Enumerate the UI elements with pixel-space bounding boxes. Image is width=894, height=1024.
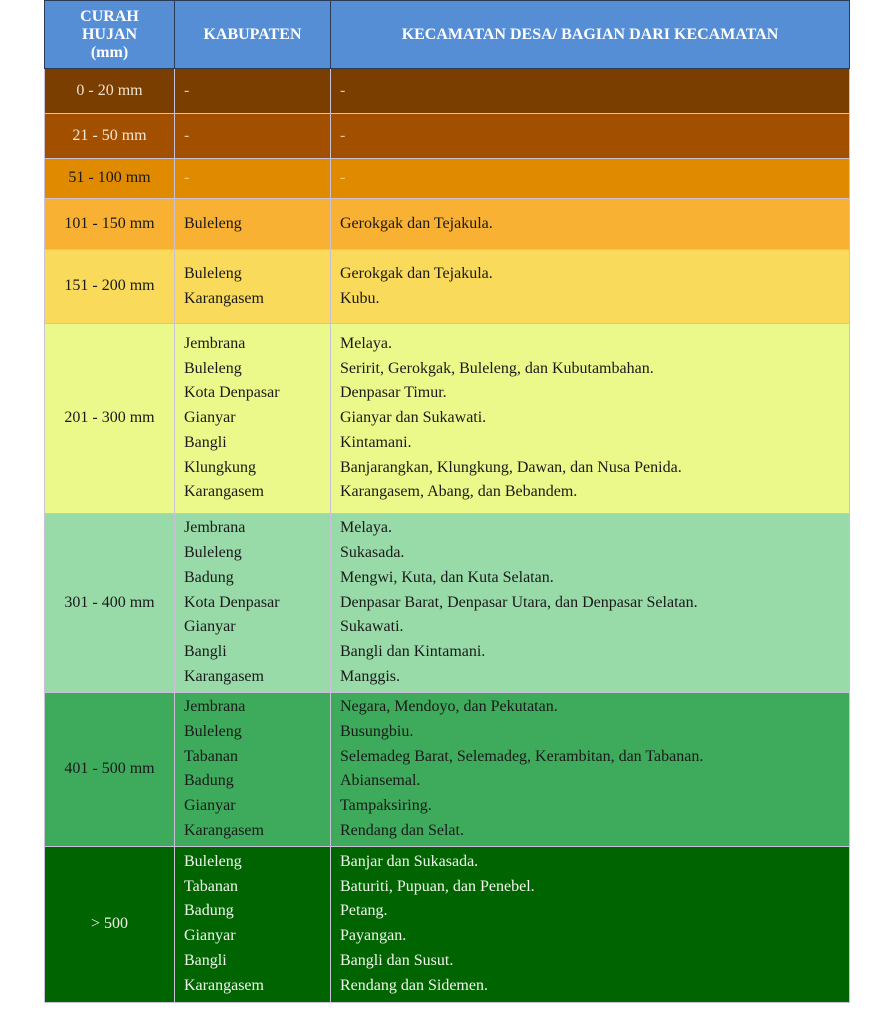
header-row — [45, 1, 850, 69]
table-row — [45, 159, 850, 199]
regency-name: Badung — [184, 902, 234, 920]
district-name: Rendang dan Sidemen. — [340, 976, 488, 994]
district-name: Gerokgak dan Tejakula. — [340, 214, 493, 232]
regency-cell — [175, 846, 331, 1002]
district-name: Sukasada. — [340, 544, 405, 561]
table-row — [45, 846, 850, 1002]
district-cell — [331, 693, 850, 847]
district-cell — [331, 159, 850, 199]
regency-name: Gianyar — [184, 797, 236, 815]
regency-name: Kota Denpasar — [184, 384, 280, 402]
regency-name: Karangasem — [184, 667, 264, 685]
district-name: Banjarangkan, Klungkung, Dawan, dan Nusa Penida. — [340, 458, 682, 476]
district-name: Manggis. — [340, 667, 400, 685]
district-name: Petang. — [340, 902, 388, 920]
regency-name: - — [184, 169, 190, 187]
regency-cell — [175, 250, 331, 324]
regency-name: Klungkung — [184, 458, 256, 476]
regency-name: Tabanan — [184, 747, 238, 765]
district-name: Gerokgak dan Tejakula. — [340, 264, 493, 282]
district-name: - — [340, 81, 346, 99]
regency-name: Buleleng — [184, 264, 242, 282]
regency-cell — [175, 199, 331, 250]
regency-name: Gianyar — [184, 927, 236, 945]
header-rainfall-line: HUJAN — [81, 25, 138, 43]
regency-name: - — [184, 81, 190, 99]
district-name: Bangli dan Susut. — [340, 952, 454, 970]
district-cell — [331, 114, 850, 159]
regency-name: Jembrana — [184, 334, 246, 352]
district-cell — [331, 846, 850, 1002]
district-name: Abiansemal. — [340, 772, 421, 790]
district-cell — [331, 514, 850, 693]
district-name: - — [340, 169, 346, 187]
regency-name: Gianyar — [184, 409, 236, 427]
district-name: Kubu. — [340, 289, 380, 307]
regency-name: Badung — [184, 772, 234, 790]
district-name: Selemadeg Barat, Selemadeg, Kerambitan, dan Tabanan. — [340, 747, 704, 765]
header-rainfall — [45, 1, 175, 69]
district-name: Sukawati. — [340, 618, 404, 636]
regency-cell — [175, 69, 331, 114]
regency-name: Buleleng — [184, 852, 242, 870]
district-cell — [331, 199, 850, 250]
rainfall-cell: 301 - 400 mm — [45, 514, 175, 693]
district-name: Rendang dan Selat. — [340, 821, 464, 839]
regency-name: - — [184, 126, 190, 144]
rainfall-cell: 201 - 300 mm — [45, 324, 175, 514]
regency-name: Jembrana — [184, 519, 246, 537]
regency-name: Kota Denpasar — [184, 593, 280, 611]
district-name: Baturiti, Pupuan, dan Penebel. — [340, 877, 535, 895]
regency-name: Bangli — [184, 952, 227, 970]
rainfall-cell: 151 - 200 mm — [45, 250, 175, 324]
district-name: Gianyar dan Sukawati. — [340, 409, 487, 427]
table-row — [45, 250, 850, 324]
regency-name: Karangasem — [184, 483, 264, 501]
district-name: Payangan. — [340, 927, 407, 945]
regency-name: Karangasem — [184, 976, 264, 994]
header-regency: KABUPATEN — [175, 1, 331, 69]
rainfall-cell: 51 - 100 mm — [45, 159, 175, 199]
regency-cell — [175, 693, 331, 847]
district-name: Denpasar Timur. — [340, 384, 447, 402]
district-name: Karangasem, Abang, dan Bebandem. — [340, 483, 578, 501]
district-name: Kintamani. — [340, 433, 412, 451]
regency-name: Tabanan — [184, 877, 238, 895]
header-rainfall-line: (mm) — [90, 43, 129, 61]
regency-cell — [175, 114, 331, 159]
district-name: Bangli dan Kintamani. — [340, 643, 486, 661]
regency-name: Buleleng — [184, 359, 242, 377]
district-name: Seririt, Gerokgak, Buleleng, dan Kubutambahan. — [340, 359, 654, 377]
regency-name: Jembrana — [184, 698, 246, 715]
district-cell — [331, 324, 850, 514]
district-cell — [331, 69, 850, 114]
table-row — [45, 199, 850, 250]
district-name: Negara, Mendoyo, dan Pekutatan. — [340, 698, 558, 715]
district-name: Busungbiu. — [340, 722, 414, 740]
rainfall-cell: 21 - 50 mm — [45, 114, 175, 159]
rainfall-table — [44, 0, 850, 1003]
rainfall-cell: > 500 — [45, 846, 175, 1002]
rainfall-cell: 101 - 150 mm — [45, 199, 175, 250]
regency-cell — [175, 324, 331, 514]
district-name: - — [340, 126, 346, 144]
regency-cell — [175, 159, 331, 199]
header-rainfall-line: CURAH — [80, 7, 139, 25]
regency-name: Buleleng — [184, 214, 242, 232]
regency-name: Karangasem — [184, 821, 264, 839]
regency-cell — [175, 514, 331, 693]
regency-name: Gianyar — [184, 618, 236, 636]
rainfall-cell: 0 - 20 mm — [45, 69, 175, 114]
district-name: Tampaksiring. — [340, 797, 432, 815]
district-name: Melaya. — [340, 519, 392, 537]
table-row — [45, 514, 850, 693]
rainfall-cell: 401 - 500 mm — [45, 693, 175, 847]
regency-name: Bangli — [184, 643, 227, 661]
district-cell — [331, 250, 850, 324]
district-name: Mengwi, Kuta, dan Kuta Selatan. — [340, 568, 554, 586]
regency-name: Karangasem — [184, 289, 264, 307]
district-name: Banjar dan Sukasada. — [340, 852, 479, 870]
regency-name: Badung — [184, 568, 234, 586]
district-name: Denpasar Barat, Denpasar Utara, dan Denpasar Selatan. — [340, 593, 698, 611]
regency-name: Buleleng — [184, 722, 242, 740]
table-row — [45, 69, 850, 114]
table-row — [45, 324, 850, 514]
regency-name: Buleleng — [184, 544, 242, 561]
table-row — [45, 693, 850, 847]
table-row — [45, 114, 850, 159]
regency-name: Bangli — [184, 433, 227, 451]
header-district: KECAMATAN DESA/ BAGIAN DARI KECAMATAN — [331, 1, 850, 69]
district-name: Melaya. — [340, 334, 392, 352]
